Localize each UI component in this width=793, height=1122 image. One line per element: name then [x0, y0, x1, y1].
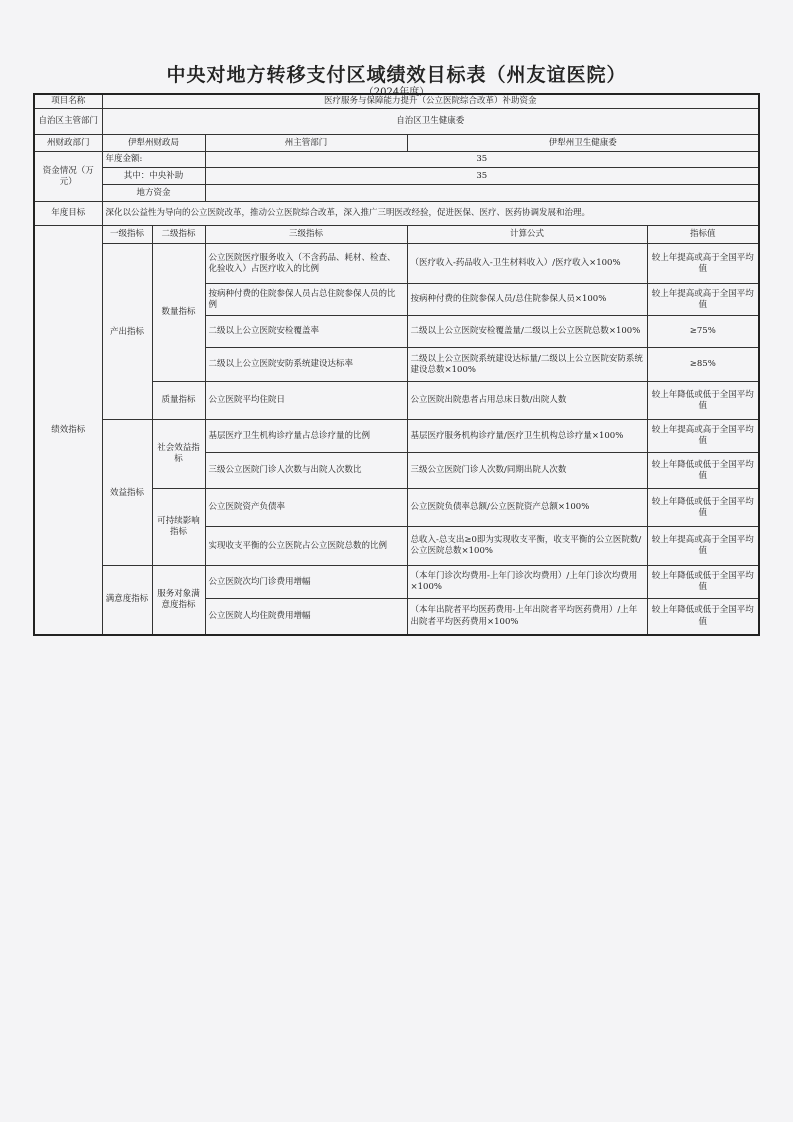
- header-level2: 二级指标: [152, 226, 205, 244]
- indicator-l3: 三级公立医院门诊人次数与出院人次数比: [205, 453, 407, 489]
- header-formula: 计算公式: [407, 226, 647, 244]
- satisfaction-indicators-label: 满意度指标: [102, 566, 152, 635]
- indicator-formula: （本年出院者平均医药费用-上年出院者平均医药费用）/上年出院者平均医药费用×100%: [407, 599, 647, 635]
- benefit-indicators-label: 效益指标: [102, 420, 152, 566]
- indicator-formula: 三级公立医院门诊人次数/同期出院人次数: [407, 453, 647, 489]
- sustainable-impact-label: 可持续影响指标: [152, 489, 205, 566]
- indicator-l3: 按病种付费的住院参保人员占总住院参保人员的比例: [205, 284, 407, 316]
- quantity-indicators-label: 数量指标: [152, 244, 205, 382]
- region-dept-label: 自治区主管部门: [34, 109, 102, 135]
- indicator-formula: 公立医院出院患者占用总床日数/出院人数: [407, 382, 647, 420]
- indicator-l3: 公立医院资产负债率: [205, 489, 407, 527]
- finance-dept-value: 伊犁州财政局: [102, 135, 205, 152]
- quality-indicators-label: 质量指标: [152, 382, 205, 420]
- indicator-value: 较上年降低或低于全国平均值: [647, 599, 759, 635]
- funds-total-label: 年度金额:: [102, 152, 205, 168]
- indicator-value: 较上年提高或高于全国平均值: [647, 527, 759, 566]
- prefecture-dept-label: 州主管部门: [205, 135, 407, 152]
- indicator-l3: 公立医院人均住院费用增幅: [205, 599, 407, 635]
- social-benefit-label: 社会效益指标: [152, 420, 205, 489]
- indicator-l3: 基层医疗卫生机构诊疗量占总诊疗量的比例: [205, 420, 407, 453]
- prefecture-dept-value: 伊犁州卫生健康委: [407, 135, 759, 152]
- region-dept-value: 自治区卫生健康委: [102, 109, 759, 135]
- project-name-value: 医疗服务与保障能力提升（公立医院综合改革）补助资金: [102, 94, 759, 109]
- indicator-l3: 二级以上公立医院安防系统建设达标率: [205, 348, 407, 382]
- indicator-value: 较上年降低或低于全国平均值: [647, 453, 759, 489]
- annual-goal-value: 深化以公益性为导向的公立医院改革，推动公立医院综合改革，深入推广三明医改经验，促进医保、医疗、医药协调发展和治理。: [102, 202, 759, 226]
- project-name-label: 项目名称: [34, 94, 102, 109]
- funds-central-label: 其中：中央补助: [102, 168, 205, 185]
- indicator-l3: 实现收支平衡的公立医院占公立医院总数的比例: [205, 527, 407, 566]
- service-satisfaction-label: 服务对象满意度指标: [152, 566, 205, 635]
- indicator-value: 较上年降低或低于全国平均值: [647, 566, 759, 599]
- indicator-value: 较上年降低或低于全国平均值: [647, 489, 759, 527]
- annual-goal-label: 年度目标: [34, 202, 102, 226]
- indicator-value: ≥85%: [647, 348, 759, 382]
- indicator-formula: 按病种付费的住院参保人员/总住院参保人员×100%: [407, 284, 647, 316]
- indicator-formula: 总收入-总支出≥0即为实现收支平衡，收支平衡的公立医院数/公立医院总数×100%: [407, 527, 647, 566]
- indicator-formula: （本年门诊次均费用-上年门诊次均费用）/上年门诊次均费用×100%: [407, 566, 647, 599]
- indicator-value: 较上年降低或低于全国平均值: [647, 382, 759, 420]
- document-year: （2024年度）: [363, 87, 430, 98]
- header-level1: 一级指标: [102, 226, 152, 244]
- indicator-l3: 公立医院平均住院日: [205, 382, 407, 420]
- indicator-formula: 公立医院负债率总额/公立医院资产总额×100%: [407, 489, 647, 527]
- funds-total-value: 35: [205, 152, 759, 168]
- indicator-l3: 公立医院医疗服务收入（不含药品、耗材、检查、化验收入）占医疗收入的比例: [205, 244, 407, 284]
- indicator-value: ≥75%: [647, 316, 759, 348]
- indicator-formula: 二级以上公立医院系统建设达标量/二级以上公立医院安防系统建设总数×100%: [407, 348, 647, 382]
- output-indicators-label: 产出指标: [102, 244, 152, 420]
- indicator-formula: 二级以上公立医院安检覆盖量/二级以上公立医院总数×100%: [407, 316, 647, 348]
- funds-label: 资金情况（万元）: [34, 152, 102, 202]
- funds-central-value: 35: [205, 168, 759, 185]
- funds-local-value: [205, 185, 759, 202]
- header-level3: 三级指标: [205, 226, 407, 244]
- finance-dept-label: 州财政部门: [34, 135, 102, 152]
- perf-indicators-label: 绩效指标: [34, 226, 102, 635]
- indicator-formula: （医疗收入-药品收入-卫生材料收入）/医疗收入×100%: [407, 244, 647, 284]
- indicator-value: 较上年提高或高于全国平均值: [647, 284, 759, 316]
- indicator-l3: 二级以上公立医院安检覆盖率: [205, 316, 407, 348]
- indicator-formula: 基层医疗服务机构诊疗量/医疗卫生机构总诊疗量×100%: [407, 420, 647, 453]
- funds-local-label: 地方资金: [102, 185, 205, 202]
- indicator-value: 较上年提高或高于全国平均值: [647, 420, 759, 453]
- header-value: 指标值: [647, 226, 759, 244]
- document-title: 中央对地方转移支付区域绩效目标表（州友谊医院）: [166, 64, 627, 86]
- indicator-l3: 公立医院次均门诊费用增幅: [205, 566, 407, 599]
- indicator-value: 较上年提高或高于全国平均值: [647, 244, 759, 284]
- performance-target-table: [33, 93, 760, 636]
